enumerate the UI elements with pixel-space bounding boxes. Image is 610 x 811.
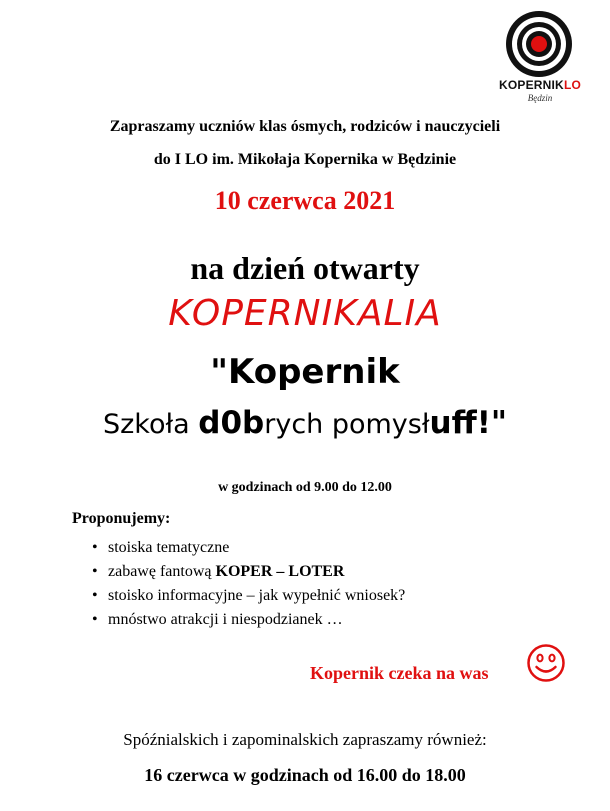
logo-name: KOPERNIKLO bbox=[498, 78, 582, 92]
event-brand: KOPERNIKALIA bbox=[168, 293, 442, 334]
open-day-title: na dzień otwarty bbox=[190, 250, 420, 286]
latecomers-invite: Spóźnialskich i zapominalskich zapraszamy również: bbox=[123, 730, 487, 749]
offers-heading: Proponujemy: bbox=[72, 510, 171, 527]
kopernik-waiting-text: Kopernik czeka na was bbox=[310, 663, 489, 683]
open-hours: w godzinach od 9.00 do 12.00 bbox=[218, 480, 392, 495]
intro-line-2: do I LO im. Mikołaja Kopernika w Będzinie bbox=[153, 151, 457, 168]
smiley-face-icon bbox=[526, 643, 566, 683]
bullet-icon: • bbox=[92, 539, 98, 556]
bullet-icon: • bbox=[92, 611, 98, 628]
slogan-line-2: Szkoła d0brych pomysłuff!" bbox=[102, 405, 508, 441]
list-item: • mnóstwo atrakcji i niespodzianek … bbox=[92, 608, 405, 632]
event-date: 10 czerwca 2021 bbox=[214, 186, 396, 215]
offers-list bbox=[92, 536, 405, 632]
target-circles-icon bbox=[506, 11, 572, 77]
list-item: • zabawę fantową KOPER – LOTER bbox=[92, 560, 405, 584]
bullet-icon: • bbox=[92, 563, 98, 580]
slogan-line-1: "Kopernik bbox=[210, 352, 400, 392]
list-item: • stoiska tematyczne bbox=[92, 536, 405, 560]
intro-line-1: Zapraszamy uczniów klas ósmych, rodziców i nauczycieli bbox=[109, 118, 501, 135]
second-date: 16 czerwca w godzinach od 16.00 do 18.00 bbox=[144, 765, 466, 785]
logo-city: Będzin bbox=[527, 93, 553, 103]
list-item: • stoisko informacyjne – jak wypełnić wniosek? bbox=[92, 584, 405, 608]
bullet-icon: • bbox=[92, 587, 98, 604]
